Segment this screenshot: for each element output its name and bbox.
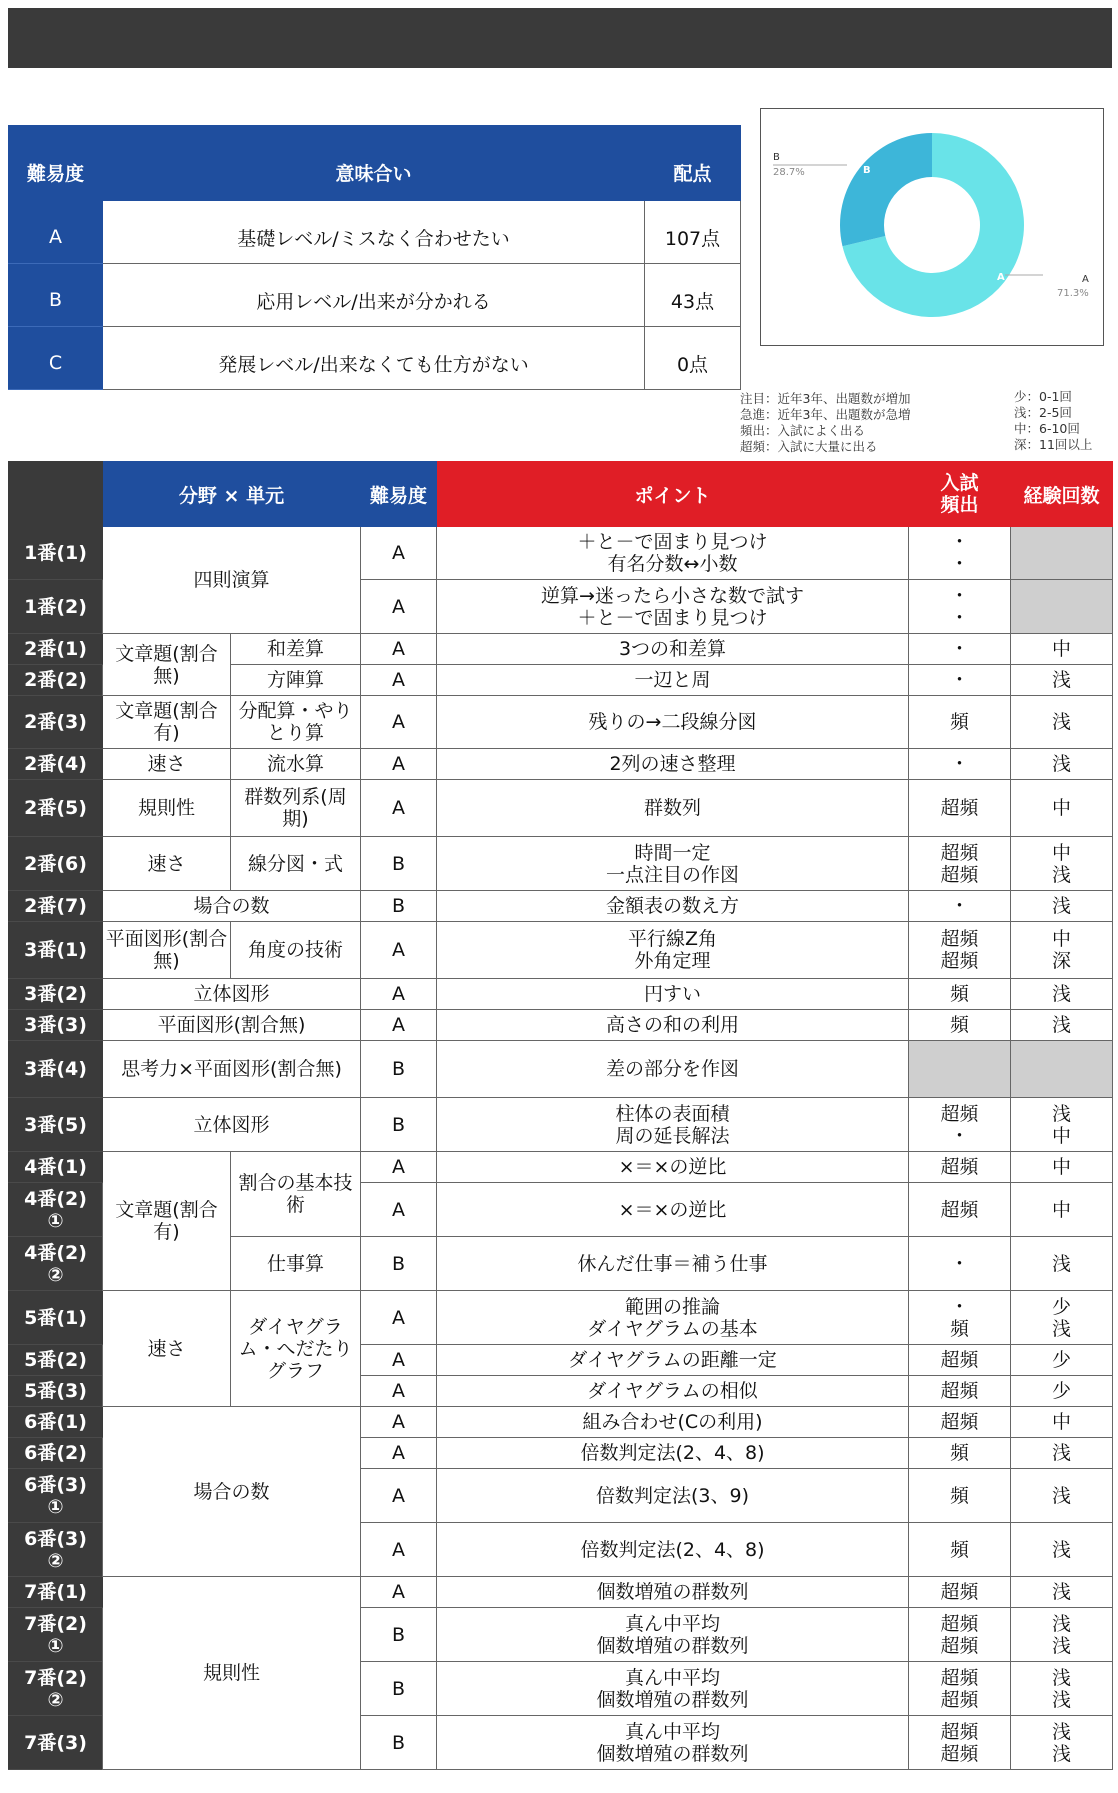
legend-level: A — [9, 201, 103, 264]
field-cell: 平面図形(割合無) — [103, 1010, 361, 1041]
experience-cell — [1011, 527, 1113, 580]
freq-line: 浅：2-5回 — [1014, 405, 1072, 420]
difficulty-cell: B — [361, 1608, 437, 1662]
point-cell: ダイヤグラムの距離一定 — [437, 1345, 909, 1376]
legend-points: 107点 — [645, 201, 741, 264]
point-cell: ダイヤグラムの相似 — [437, 1376, 909, 1407]
question-number: 2番(6) — [9, 837, 103, 891]
note-line: 注目：近年3年、出題数が増加 — [740, 391, 911, 406]
point-cell: 倍数判定法(2、4、8) — [437, 1523, 909, 1577]
question-number: 3番(4) — [9, 1041, 103, 1098]
point-cell: 逆算→迷ったら小さな数で試す ＋と－で固まり見つけ — [437, 580, 909, 634]
title-bar — [8, 8, 1112, 91]
point-cell: 高さの和の利用 — [437, 1010, 909, 1041]
exam-freq-cell: 超頻 超頻 — [909, 837, 1011, 891]
exam-freq-cell: 頻 — [909, 696, 1011, 749]
field-cell: 立体図形 — [103, 979, 361, 1010]
field-cell: 場合の数 — [103, 1407, 361, 1577]
experience-cell: 浅 中 — [1011, 1098, 1113, 1152]
point-cell: 2列の速さ整理 — [437, 749, 909, 780]
difficulty-cell: A — [361, 1438, 437, 1469]
experience-cell: 中 深 — [1011, 922, 1113, 979]
experience-cell: 浅 — [1011, 1577, 1113, 1608]
legend-meaning: 応用レベル/出来が分かれる — [103, 264, 645, 327]
experience-cell: 少 — [1011, 1345, 1113, 1376]
point-cell: 金額表の数え方 — [437, 891, 909, 922]
exam-freq-cell: 超頻 — [909, 1577, 1011, 1608]
table-row — [9, 1577, 1113, 1608]
exam-freq-cell: 超頻 超頻 — [909, 1716, 1011, 1770]
difficulty-cell: A — [361, 580, 437, 634]
experience-cell: 浅 — [1011, 696, 1113, 749]
field-cell: 規則性 — [103, 1577, 361, 1770]
legend-level: B — [9, 264, 103, 327]
freq-line: 深：11回以上 — [1014, 437, 1093, 452]
difficulty-cell: B — [361, 1098, 437, 1152]
experience-cell — [1011, 1041, 1113, 1098]
table-row — [9, 922, 1113, 979]
freq-line: 中：6-10回 — [1014, 421, 1080, 436]
unit-cell: 割合の基本技術 — [231, 1152, 361, 1237]
exam-freq-cell: ・ ・ — [909, 527, 1011, 580]
difficulty-cell: A — [361, 1183, 437, 1237]
question-number: 3番(1) — [9, 922, 103, 979]
difficulty-cell: B — [361, 837, 437, 891]
exam-freq-cell: ・ ・ — [909, 580, 1011, 634]
difficulty-legend-table — [8, 125, 741, 390]
experience-cell: 中 — [1011, 780, 1113, 837]
donut-svg — [761, 109, 1103, 345]
difficulty-cell: A — [361, 1407, 437, 1438]
table-row — [9, 837, 1113, 891]
difficulty-cell: A — [361, 1376, 437, 1407]
question-number: 2番(2) — [9, 665, 103, 696]
difficulty-cell: B — [361, 1237, 437, 1291]
exam-freq-cell: 超頻 — [909, 780, 1011, 837]
page-title: 2025年 サピックス6年生 4月マンスリー確認テスト — [338, 69, 782, 91]
field-cell: 速さ — [103, 749, 231, 780]
experience-cell: 中 — [1011, 1152, 1113, 1183]
exam-freq-cell: 超頻 — [909, 1376, 1011, 1407]
unit-cell: ダイヤグラム・へだたりグラフ — [231, 1291, 361, 1407]
table-row — [9, 1010, 1113, 1041]
question-number: 3番(3) — [9, 1010, 103, 1041]
header-difficulty: 難易度 — [361, 462, 437, 527]
point-cell: 休んだ仕事＝補う仕事 — [437, 1237, 909, 1291]
table-row — [9, 1291, 1113, 1345]
point-cell: 真ん中平均 個数増殖の群数列 — [437, 1608, 909, 1662]
field-cell: 速さ — [103, 1291, 231, 1407]
point-cell: 一辺と周 — [437, 665, 909, 696]
field-cell: 四則演算 — [103, 527, 361, 634]
table-row — [9, 1098, 1113, 1152]
field-cell: 文章題(割合有) — [103, 1152, 231, 1291]
field-cell: 思考力×平面図形(割合無) — [103, 1041, 361, 1098]
slice-pct-b: 28.7% — [773, 167, 805, 178]
question-number: 4番(2) ② — [9, 1237, 103, 1291]
experience-cell: 浅 — [1011, 1237, 1113, 1291]
unit-cell: 流水算 — [231, 749, 361, 780]
exam-freq-cell: 超頻 — [909, 1152, 1011, 1183]
exam-freq-cell: 超頻 超頻 — [909, 922, 1011, 979]
unit-cell: 群数列系(周期) — [231, 780, 361, 837]
exam-freq-cell: 超頻 ・ — [909, 1098, 1011, 1152]
question-number: 7番(2) ② — [9, 1662, 103, 1716]
experience-cell: 中 — [1011, 1407, 1113, 1438]
notes-legend — [740, 391, 910, 455]
point-cell: ×＝×の逆比 — [437, 1183, 909, 1237]
difficulty-cell: A — [361, 527, 437, 580]
point-cell: 範囲の推論 ダイヤグラムの基本 — [437, 1291, 909, 1345]
point-cell: 真ん中平均 個数増殖の群数列 — [437, 1662, 909, 1716]
difficulty-cell: B — [361, 891, 437, 922]
field-cell: 立体図形 — [103, 1098, 361, 1152]
exam-freq-cell: 頻 — [909, 1523, 1011, 1577]
header-point: ポイント — [437, 462, 909, 527]
table-row — [9, 749, 1113, 780]
question-number: 7番(3) — [9, 1716, 103, 1770]
point-cell: 柱体の表面積 周の延長解法 — [437, 1098, 909, 1152]
exam-freq-cell: 超頻 — [909, 1407, 1011, 1438]
experience-cell: 浅 浅 — [1011, 1716, 1113, 1770]
difficulty-cell: A — [361, 922, 437, 979]
note-line: 超頻：入試に大量に出る — [740, 439, 878, 454]
point-cell: 組み合わせ(Cの利用) — [437, 1407, 909, 1438]
difficulty-cell: A — [361, 1577, 437, 1608]
difficulty-cell: B — [361, 1041, 437, 1098]
experience-cell: 中 浅 — [1011, 837, 1113, 891]
question-number: 2番(3) — [9, 696, 103, 749]
question-number: 6番(3) ② — [9, 1523, 103, 1577]
point-cell: 時間一定 一点注目の作図 — [437, 837, 909, 891]
table-row — [9, 1041, 1113, 1098]
experience-cell: 浅 — [1011, 1010, 1113, 1041]
difficulty-cell: A — [361, 1291, 437, 1345]
donut-slice-b — [840, 133, 932, 246]
question-number: 5番(2) — [9, 1345, 103, 1376]
analysis-table — [8, 461, 1113, 1770]
question-number: 3番(2) — [9, 979, 103, 1010]
field-cell: 文章題(割合有) — [103, 696, 231, 749]
legend-meaning: 基礎レベル/ミスなく合わせたい — [103, 201, 645, 264]
table-row — [9, 634, 1113, 665]
exam-freq-cell: ・ — [909, 634, 1011, 665]
point-cell: ×＝×の逆比 — [437, 1152, 909, 1183]
difficulty-cell: A — [361, 780, 437, 837]
table-row — [9, 979, 1113, 1010]
table-row — [9, 780, 1113, 837]
header-exam-freq: 入試 頻出 — [909, 462, 1011, 527]
header-field: 分野 × 単元 — [103, 462, 361, 527]
header-question — [9, 462, 103, 527]
difficulty-cell: A — [361, 1469, 437, 1523]
legend-header-meaning: 意味合い — [103, 126, 645, 201]
experience-cell: 少 浅 — [1011, 1291, 1113, 1345]
question-number: 1番(2) — [9, 580, 103, 634]
field-cell: 場合の数 — [103, 891, 361, 922]
unit-cell: 和差算 — [231, 634, 361, 665]
point-cell: 残りの→二段線分図 — [437, 696, 909, 749]
experience-cell: 浅 — [1011, 1438, 1113, 1469]
experience-cell: 浅 浅 — [1011, 1608, 1113, 1662]
difficulty-cell: A — [361, 749, 437, 780]
difficulty-cell: A — [361, 696, 437, 749]
unit-cell: 分配算・やりとり算 — [231, 696, 361, 749]
question-number: 2番(7) — [9, 891, 103, 922]
field-cell: 平面図形(割合無) — [103, 922, 231, 979]
freq-line: 少：0-1回 — [1014, 389, 1072, 404]
legend-points: 0点 — [645, 327, 741, 390]
exam-freq-cell: 超頻 — [909, 1183, 1011, 1237]
field-cell: 文章題(割合無) — [103, 634, 231, 696]
question-number: 6番(1) — [9, 1407, 103, 1438]
exam-freq-cell: 超頻 超頻 — [909, 1662, 1011, 1716]
legend-level: C — [9, 327, 103, 390]
difficulty-cell: A — [361, 979, 437, 1010]
exam-freq-cell: 超頻 超頻 — [909, 1608, 1011, 1662]
exam-freq-cell: ・ 頻 — [909, 1291, 1011, 1345]
experience-cell: 浅 — [1011, 749, 1113, 780]
field-cell: 速さ — [103, 837, 231, 891]
difficulty-cell: A — [361, 634, 437, 665]
point-cell: 平行線Z角 外角定理 — [437, 922, 909, 979]
header-experience: 経験回数 — [1011, 462, 1113, 527]
table-row — [9, 696, 1113, 749]
exam-freq-cell: 頻 — [909, 1010, 1011, 1041]
difficulty-cell: A — [361, 1010, 437, 1041]
analysis-table-body — [9, 527, 1113, 1770]
legend-header-points: 配点 — [645, 126, 741, 201]
question-number: 2番(1) — [9, 634, 103, 665]
exam-freq-cell: ・ — [909, 665, 1011, 696]
difficulty-cell: B — [361, 1662, 437, 1716]
table-row — [9, 527, 1113, 580]
experience-cell: 浅 — [1011, 1523, 1113, 1577]
question-number: 7番(2) ① — [9, 1608, 103, 1662]
question-number: 2番(4) — [9, 749, 103, 780]
legend-header-difficulty: 難易度 — [9, 126, 103, 201]
difficulty-cell: A — [361, 1523, 437, 1577]
slice-label-a-inner: A — [997, 272, 1005, 283]
point-cell: 倍数判定法(3、9) — [437, 1469, 909, 1523]
legend-points: 43点 — [645, 264, 741, 327]
experience-cell: 浅 — [1011, 1469, 1113, 1523]
slice-label-b-inner: B — [863, 165, 871, 176]
question-number: 1番(1) — [9, 527, 103, 580]
table-row — [9, 1407, 1113, 1438]
experience-cell: 中 — [1011, 634, 1113, 665]
experience-cell: 浅 — [1011, 891, 1113, 922]
question-number: 3番(5) — [9, 1098, 103, 1152]
point-cell: 円すい — [437, 979, 909, 1010]
experience-cell — [1011, 580, 1113, 634]
frequency-legend — [1014, 389, 1092, 453]
point-cell: 個数増殖の群数列 — [437, 1577, 909, 1608]
exam-freq-cell: 頻 — [909, 1438, 1011, 1469]
point-cell: 3つの和差算 — [437, 634, 909, 665]
exam-freq-cell: 頻 — [909, 1469, 1011, 1523]
exam-freq-cell: 超頻 — [909, 1345, 1011, 1376]
question-number: 7番(1) — [9, 1577, 103, 1608]
slice-label-b-outer: B — [773, 152, 780, 163]
legend-meaning: 発展レベル/出来なくても仕方がない — [103, 327, 645, 390]
note-line: 急進：近年3年、出題数が急増 — [740, 407, 911, 422]
unit-cell: 角度の技術 — [231, 922, 361, 979]
slice-pct-a: 71.3% — [1057, 288, 1089, 299]
point-cell: 真ん中平均 個数増殖の群数列 — [437, 1716, 909, 1770]
note-line: 頻出：入試によく出る — [740, 423, 866, 438]
table-row — [9, 1152, 1113, 1183]
exam-freq-cell: 頻 — [909, 979, 1011, 1010]
exam-freq-cell: ・ — [909, 749, 1011, 780]
point-cell: 差の部分を作図 — [437, 1041, 909, 1098]
exam-freq-cell: ・ — [909, 1237, 1011, 1291]
question-number: 6番(2) — [9, 1438, 103, 1469]
experience-cell: 中 — [1011, 1183, 1113, 1237]
point-cell: 倍数判定法(2、4、8) — [437, 1438, 909, 1469]
experience-cell: 浅 — [1011, 979, 1113, 1010]
table-row — [9, 891, 1113, 922]
exam-freq-cell: ・ — [909, 891, 1011, 922]
difficulty-cell: A — [361, 1345, 437, 1376]
difficulty-cell: A — [361, 1152, 437, 1183]
exam-freq-cell — [909, 1041, 1011, 1098]
question-number: 4番(2) ① — [9, 1183, 103, 1237]
question-number: 5番(3) — [9, 1376, 103, 1407]
question-number: 4番(1) — [9, 1152, 103, 1183]
experience-cell: 浅 浅 — [1011, 1662, 1113, 1716]
question-number: 5番(1) — [9, 1291, 103, 1345]
unit-cell: 仕事算 — [231, 1237, 361, 1291]
difficulty-cell: B — [361, 1716, 437, 1770]
unit-cell: 方陣算 — [231, 665, 361, 696]
difficulty-donut-chart — [760, 108, 1104, 346]
point-cell: 群数列 — [437, 780, 909, 837]
field-cell: 規則性 — [103, 780, 231, 837]
difficulty-cell: A — [361, 665, 437, 696]
unit-cell: 線分図・式 — [231, 837, 361, 891]
point-cell: ＋と－で固まり見つけ 有名分数↔小数 — [437, 527, 909, 580]
question-number: 2番(5) — [9, 780, 103, 837]
slice-label-a-outer: A — [1082, 274, 1089, 285]
experience-cell: 浅 — [1011, 665, 1113, 696]
question-number: 6番(3) ① — [9, 1469, 103, 1523]
experience-cell: 少 — [1011, 1376, 1113, 1407]
